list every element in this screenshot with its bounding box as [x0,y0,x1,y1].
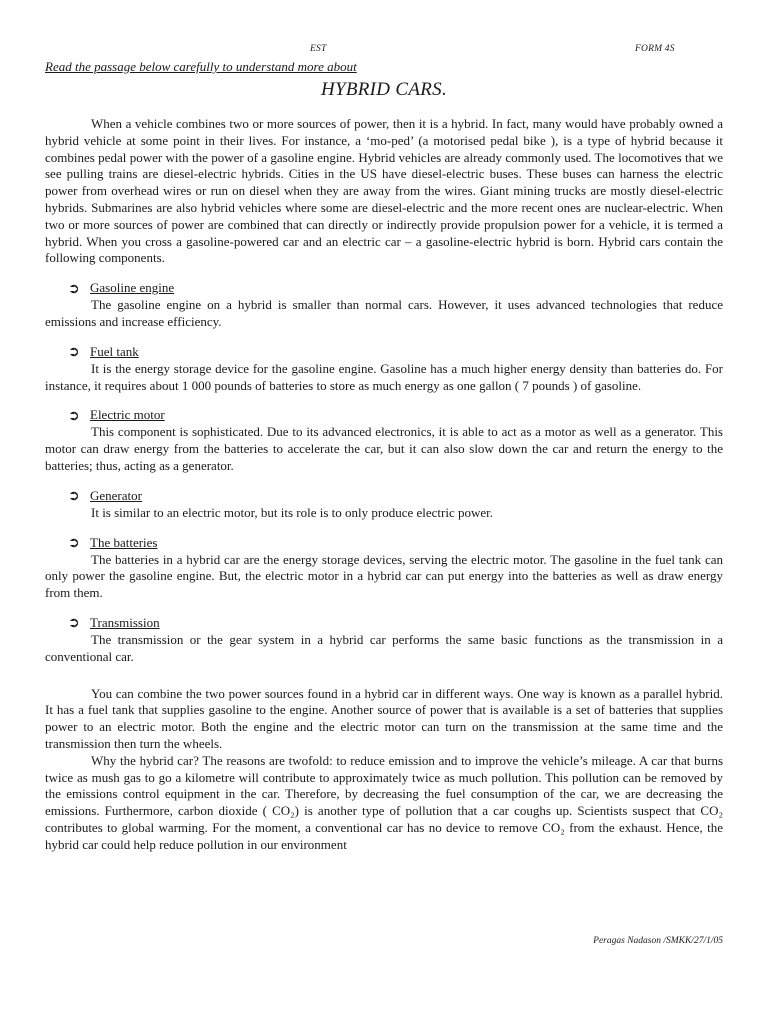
form-label: FORM 4S [635,44,675,54]
instruction-text: Read the passage below carefully to understand more about [45,59,357,74]
document-page [45,0,723,1024]
passage [45,116,723,854]
component-list-item [45,615,723,666]
parallel-hybrid-paragraph: You can combine the two power sources found in a hybrid car in different ways. One way is known as a parallel hybrid. It has a fuel tank that supplies gasoline to the engine. Another source of power that is available is a set of batteries that supplies power to an electric motor. Both the engine and the electric motor can turn on the transmission at the same time and the transmission then turn the wheels. [45,685,723,751]
component-title: Electric motor [90,407,165,423]
arrow-bullet-icon: ➲ [68,488,80,505]
why-hybrid-paragraph: Why the hybrid car? The reasons are twofold: to reduce emission and to improve the vehicle’s mileage. A car that burns twice as mush gas to go a kilometre will contribute to approximately twice as much pollution. This pollution can be removed by the emissions control equipment in the car. Therefore, by decreasing the fuel consumption of the car, we are decreasing the emissions. Furthermore, carbon dioxide ( CO₂) is another type of pollution that a car coughs up. Scientists suspect that CO₂ contributes to global warming. For the moment, a conventional car has no device to remove CO₂ from the exhaust. Hence, the hybrid car could help reduce pollution in our environment [45,752,723,852]
arrow-bullet-icon: ➲ [68,615,80,632]
component-description: The gasoline engine on a hybrid is smaller than normal cars. However, it uses advanced technologies that reduce emissions and increase efficiency. [45,297,723,329]
component-title: Fuel tank [90,343,139,359]
component-description: The batteries in a hybrid car are the energy storage devices, serving the electric motor. The gasoline in the fuel tank can only power the gasoline engine. But, the electric motor in a hybrid car can put energy into the batteries as well as draw energy from them. [45,551,723,601]
arrow-bullet-icon: ➲ [68,535,80,552]
document-title: HYBRID CARS. [320,79,448,100]
component-description: It is similar to an electric motor, but its role is to only produce electric power. [91,504,494,520]
component-list-item [45,344,723,395]
component-description: It is the energy storage device for the gasoline engine. Gasoline has a much higher energy density than batteries do. For instance, it requires about 1 000 pounds of batteries to store as much energy as one gallon ( 7 pounds ) of gasoline. [45,360,723,393]
author-footer: Peragas Nadason /SMKK/27/1/05 [593,936,723,946]
component-list-item [45,535,723,602]
component-title: Transmission [90,615,160,631]
component-description: This component is sophisticated. Due to its advanced electronics, it is able to act as a motor as well as a generator. This motor can draw energy from the batteries to accelerate the car, but it can also slow down the car and return the energy to the batteries; thus, acting as a generator. [45,424,723,473]
arrow-bullet-icon: ➲ [68,407,80,424]
component-list-item [45,280,723,331]
intro-paragraph: When a vehicle combines two or more sources of power, then it is a hybrid. In fact, many would have probably owned a hybrid vehicle at some point in their lives. For instance, a ‘mo-ped’ (a motorised pedal bike ), is a type of hybrid because it combines pedal power with the power of a gasoline engine. Hybrid vehicles are already commonly used. The locomotives that we see pulling trains are diesel-electric hybrids. Cities in the US have diesel-electric buses. These buses can harness the electric power from overhead wires or run on diesel when they are away from the wires. Giant mining trucks are mostly diesel-electric hybrids. Submarines are also hybrid vehicles where some are diesel-electric and the more recent ones are nuclear-electric. When two or more sources of power are combined that can directly or indirectly provide propulsion power for a vehicle, it is termed a hybrid. When you cross a gasoline-powered car and an electric car – a gasoline-electric hybrid is born. Hybrid cars contain the following components. [45,116,723,266]
component-title: Generator [90,487,142,503]
arrow-bullet-icon: ➲ [68,344,80,361]
component-list-item [45,407,723,474]
component-description: The transmission or the gear system in a hybrid car performs the same basic functions as the transmission in a conventional car. [45,631,723,664]
component-title: Gasoline engine [90,280,175,296]
arrow-bullet-icon: ➲ [68,280,80,297]
component-list-item [45,488,723,522]
component-title: The batteries [90,534,158,550]
subject-label: EST [310,44,327,54]
